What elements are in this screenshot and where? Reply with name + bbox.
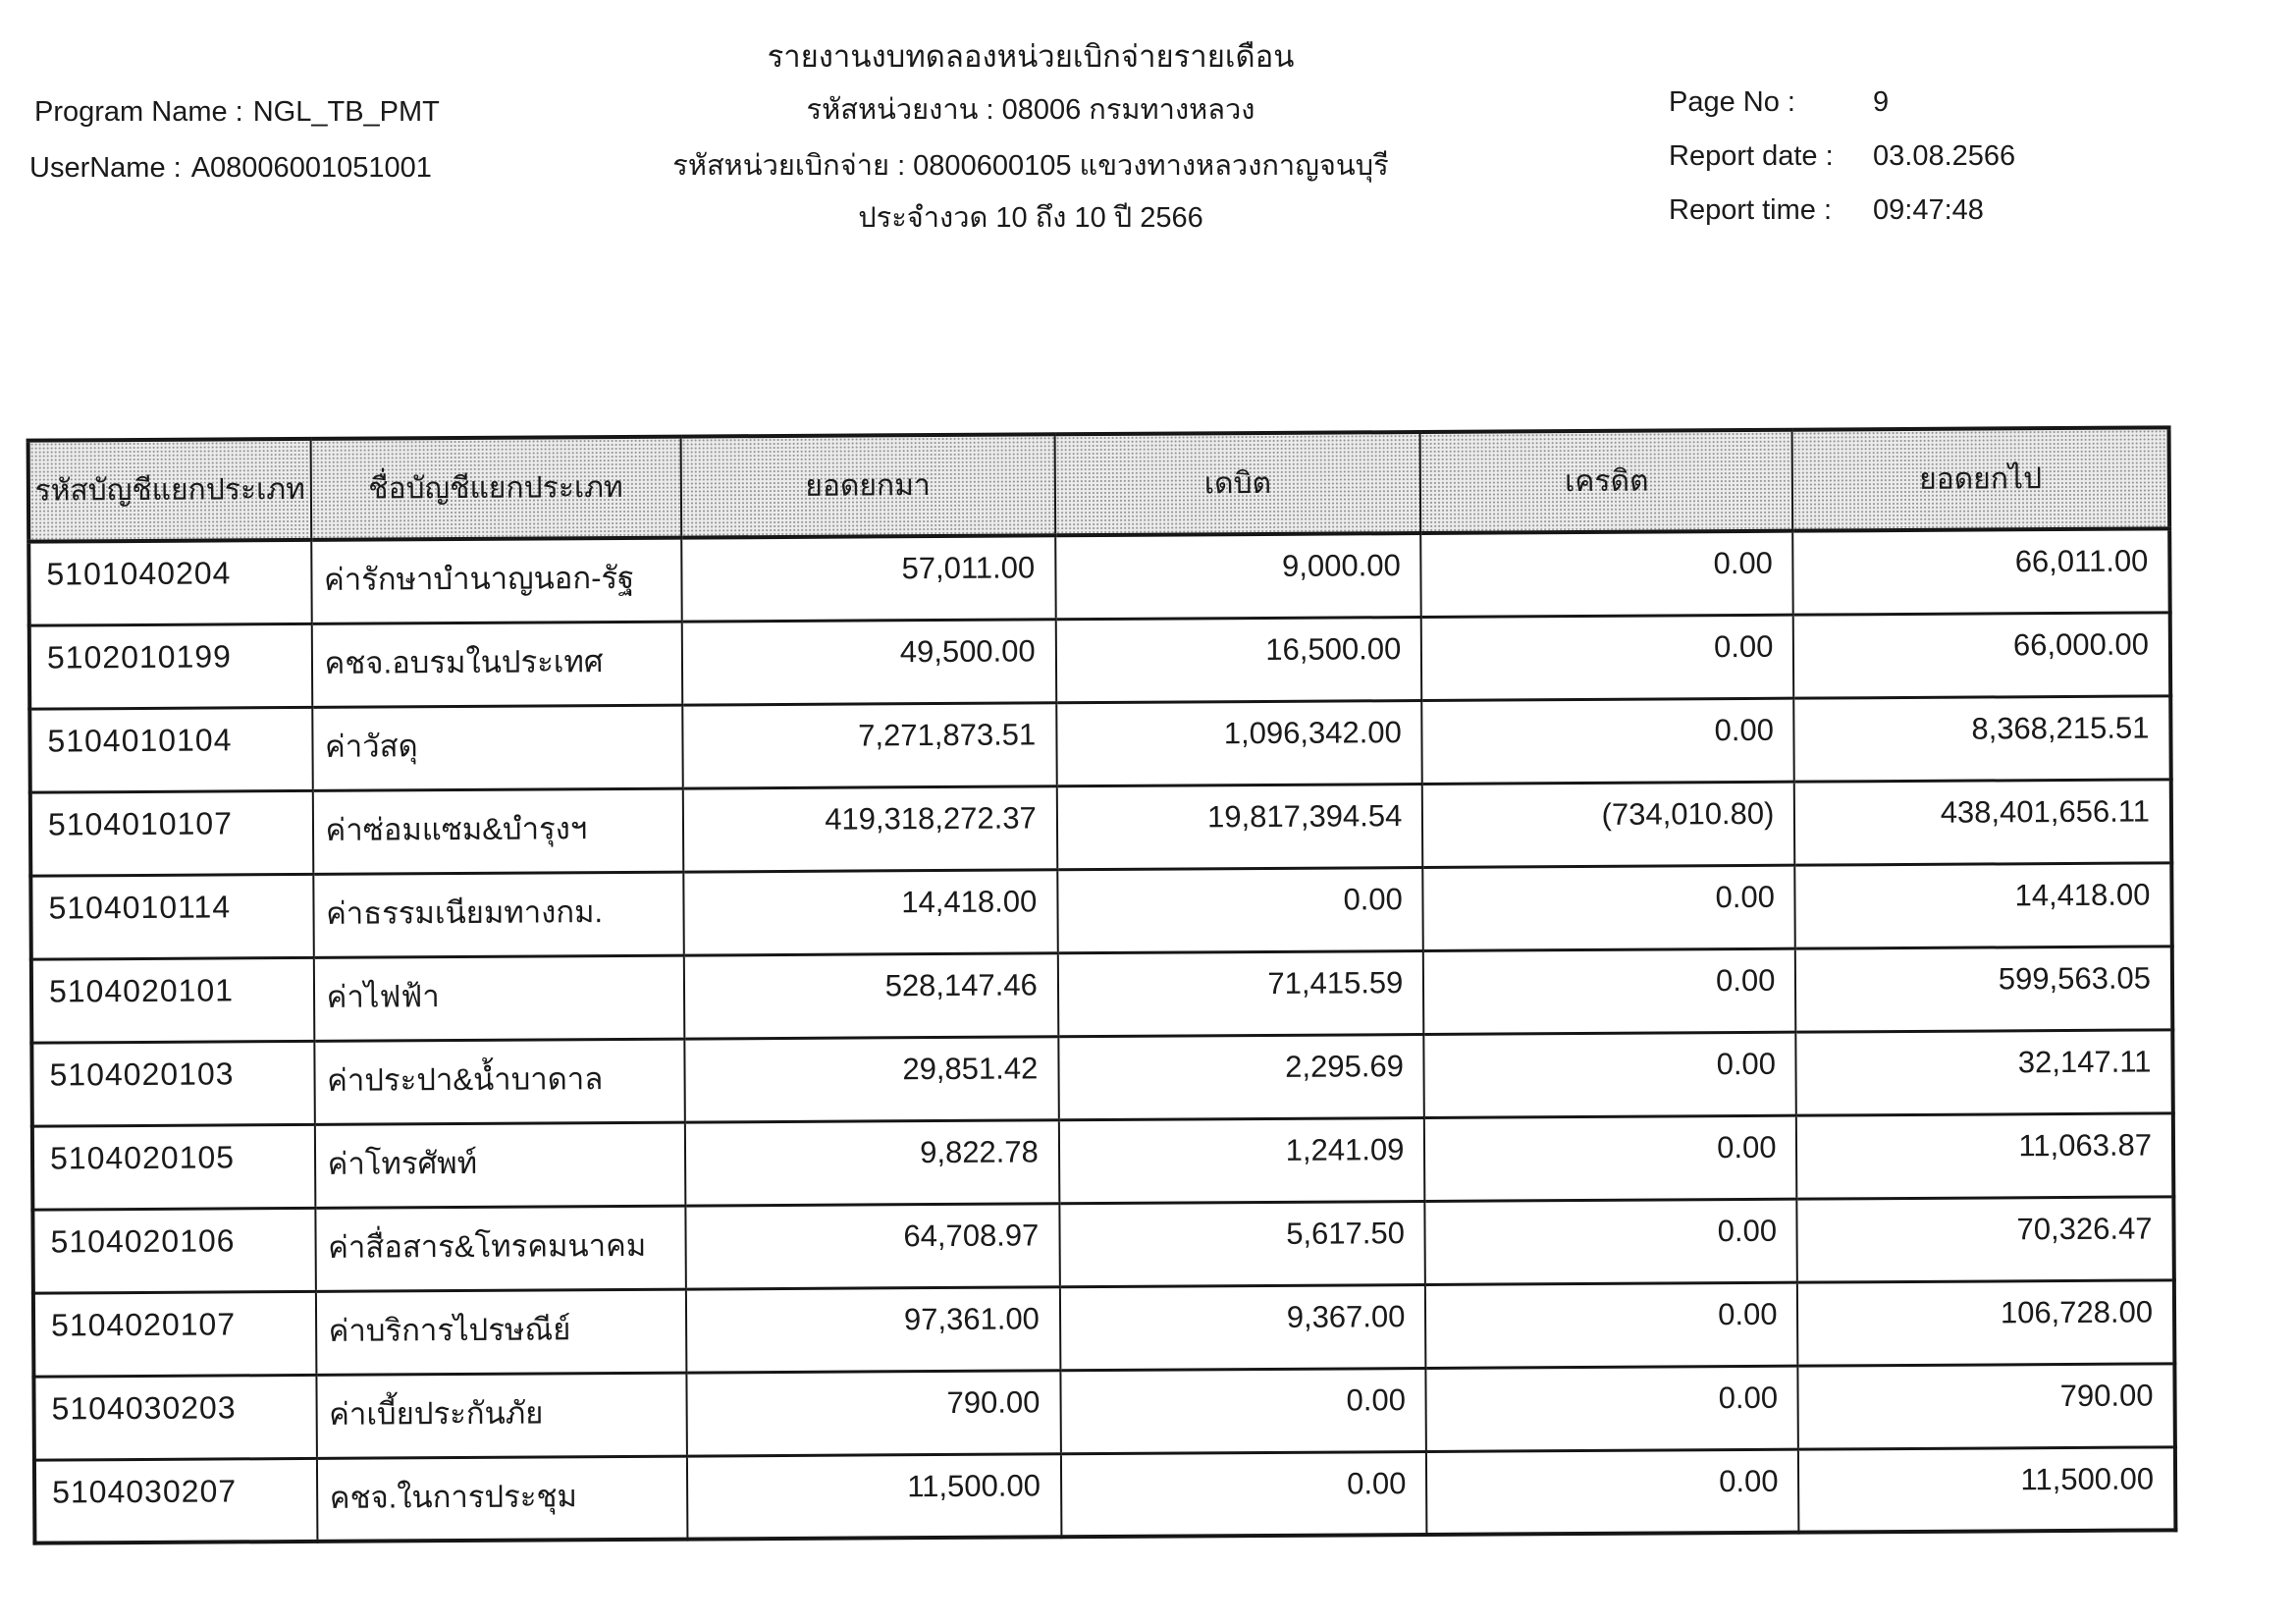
account-code-cell: 5104020105 <box>32 1124 315 1210</box>
balance-forward-cell: 790.00 <box>686 1370 1061 1455</box>
report-time-value: 09:47:48 <box>1873 194 1984 226</box>
account-name-cell: ค่าวัสดุ <box>312 705 682 790</box>
credit-cell: 0.00 <box>1421 615 1794 700</box>
account-code-cell: 5104010114 <box>30 874 313 959</box>
balance-forward-cell: 14,418.00 <box>683 869 1058 954</box>
balance-forward-cell: 11,500.00 <box>686 1453 1061 1539</box>
col-header-balance-forward: ยอดยกมา <box>680 434 1055 537</box>
balance-carried-cell: 70,326.47 <box>1797 1196 2174 1281</box>
balance-carried-cell: 8,368,215.51 <box>1794 695 2171 781</box>
report-date-label: Report date : <box>1669 140 1834 172</box>
account-name-cell: คชจ.อบรมในประเทศ <box>311 622 681 707</box>
account-name-cell: ค่าบริการไปรษณีย์ <box>315 1289 685 1375</box>
table-header-row <box>28 427 2170 541</box>
program-name-label: Program Name : <box>34 96 243 128</box>
account-name-cell: ค่าประปา&น้ำบาดาล <box>314 1039 684 1124</box>
report-date-value: 03.08.2566 <box>1873 140 2016 172</box>
debit-cell: 19,817,394.54 <box>1057 784 1423 869</box>
table-row <box>33 1279 2174 1376</box>
debit-cell: 16,500.00 <box>1056 617 1422 702</box>
account-code-cell: 5104020106 <box>32 1208 315 1293</box>
account-code-cell: 5101040204 <box>28 540 311 625</box>
disbursement-code-line: รหัสหน่วยเบิกจ่าย : 0800600105 แขวงทางหลวงกาญจนบุรี <box>672 150 1389 182</box>
table-row <box>32 1196 2173 1292</box>
debit-cell: 9,000.00 <box>1055 533 1421 619</box>
balance-forward-cell: 97,361.00 <box>685 1286 1060 1372</box>
username-value: A08006001051001 <box>190 152 432 184</box>
credit-cell: (734,010.80) <box>1422 782 1795 867</box>
table-row <box>30 779 2171 875</box>
table-row <box>29 612 2170 708</box>
page-title: รายงานงบทดลองหน่วยเบิกจ่ายรายเดือน <box>767 39 1295 74</box>
table-row <box>28 528 2169 624</box>
debit-cell: 0.00 <box>1061 1451 1427 1537</box>
debit-cell: 2,295.69 <box>1058 1034 1424 1119</box>
col-header-credit: เครดิต <box>1420 430 1793 533</box>
account-code-cell: 5104010107 <box>30 790 313 876</box>
balance-forward-cell: 64,708.97 <box>685 1203 1060 1288</box>
credit-cell: 0.00 <box>1426 1366 1799 1451</box>
debit-cell: 5,617.50 <box>1059 1201 1425 1286</box>
credit-cell: 0.00 <box>1423 865 1796 950</box>
debit-cell: 1,241.09 <box>1059 1117 1425 1203</box>
balance-carried-cell: 106,728.00 <box>1797 1279 2174 1365</box>
balance-forward-cell: 57,011.00 <box>681 535 1056 621</box>
page-no-value: 9 <box>1873 86 1890 118</box>
balance-carried-cell: 66,011.00 <box>1793 528 2170 614</box>
account-name-cell: ค่ารักษาบำนาญนอก-รัฐ <box>311 538 681 623</box>
balance-forward-cell: 29,851.42 <box>684 1036 1059 1121</box>
balance-forward-cell: 49,500.00 <box>681 619 1056 704</box>
table-row <box>31 946 2172 1042</box>
account-name-cell: ค่าสื่อสาร&โทรคมนาคม <box>315 1206 685 1291</box>
balance-carried-cell: 32,147.11 <box>1796 1029 2173 1114</box>
agency-code-line: รหัสหน่วยงาน : 08006 กรมทางหลวง <box>806 94 1255 126</box>
col-header-account-name: ชื่อบัญชีแยกประเภท <box>310 437 681 540</box>
page-no-label: Page No : <box>1669 86 1795 118</box>
program-name-value: NGL_TB_PMT <box>252 96 440 128</box>
balance-forward-cell: 528,147.46 <box>683 952 1058 1038</box>
balance-carried-cell: 11,063.87 <box>1796 1112 2173 1198</box>
debit-cell: 0.00 <box>1060 1368 1426 1453</box>
account-code-cell: 5104020107 <box>33 1291 316 1377</box>
account-name-cell: ค่าเบี้ยประกันภัย <box>316 1373 686 1458</box>
balance-forward-cell: 9,822.78 <box>684 1119 1059 1205</box>
credit-cell: 0.00 <box>1423 948 1796 1034</box>
report-date-line <box>1669 140 2218 173</box>
page-no-line <box>1669 86 2218 119</box>
report-time-line <box>1669 194 2218 227</box>
balance-carried-cell: 438,401,656.11 <box>1794 779 2171 864</box>
balance-carried-cell: 14,418.00 <box>1795 862 2172 947</box>
credit-cell: 0.00 <box>1425 1282 1798 1368</box>
credit-cell: 0.00 <box>1426 1449 1799 1535</box>
balance-carried-cell: 599,563.05 <box>1795 946 2172 1031</box>
report-period-line: ประจำงวด 10 ถึง 10 ปี 2566 <box>858 202 1203 234</box>
table-row <box>30 862 2171 958</box>
username-label: UserName : <box>29 152 182 184</box>
debit-cell: 0.00 <box>1057 867 1423 952</box>
table-row <box>34 1446 2175 1543</box>
report-time-label: Report time : <box>1669 194 1832 226</box>
account-name-cell: ค่าธรรมเนียมทางกม. <box>313 872 683 957</box>
table-row <box>33 1363 2174 1459</box>
table-row <box>29 695 2170 791</box>
credit-cell: 0.00 <box>1425 1199 1798 1284</box>
account-code-cell: 5104030203 <box>33 1375 316 1460</box>
credit-cell: 0.00 <box>1421 531 1794 617</box>
account-code-cell: 5104020101 <box>31 957 314 1043</box>
col-header-balance-carried: ยอดยกไป <box>1792 427 2169 530</box>
balance-carried-cell: 66,000.00 <box>1793 612 2170 697</box>
col-header-account-code: รหัสบัญชีแยกประเภท <box>28 439 311 542</box>
balance-forward-cell: 7,271,873.51 <box>682 702 1057 787</box>
balance-forward-cell: 419,318,272.37 <box>682 785 1057 871</box>
account-name-cell: ค่าโทรศัพท์ <box>314 1122 684 1208</box>
account-code-cell: 5104030207 <box>34 1458 317 1543</box>
account-name-cell: ค่าไฟฟ้า <box>313 955 683 1041</box>
debit-cell: 9,367.00 <box>1060 1284 1426 1370</box>
credit-cell: 0.00 <box>1424 1115 1797 1201</box>
debit-cell: 1,096,342.00 <box>1056 700 1422 785</box>
credit-cell: 0.00 <box>1422 698 1795 784</box>
account-name-cell: ค่าซ่อมแซม&บำรุงฯ <box>312 788 682 874</box>
col-header-debit: เดบิต <box>1054 432 1420 535</box>
credit-cell: 0.00 <box>1424 1032 1797 1117</box>
balance-carried-cell: 11,500.00 <box>1798 1446 2175 1532</box>
table-body <box>28 528 2175 1543</box>
account-name-cell: คชจ.ในการประชุม <box>317 1456 687 1542</box>
debit-cell: 71,415.59 <box>1058 950 1424 1036</box>
account-code-cell: 5104010104 <box>29 707 312 792</box>
account-code-cell: 5102010199 <box>29 623 312 709</box>
table-row <box>31 1029 2172 1125</box>
balance-carried-cell: 790.00 <box>1798 1363 2175 1448</box>
trial-balance-table <box>27 425 2178 1544</box>
table-row <box>32 1112 2173 1209</box>
account-code-cell: 5104020103 <box>31 1041 314 1126</box>
